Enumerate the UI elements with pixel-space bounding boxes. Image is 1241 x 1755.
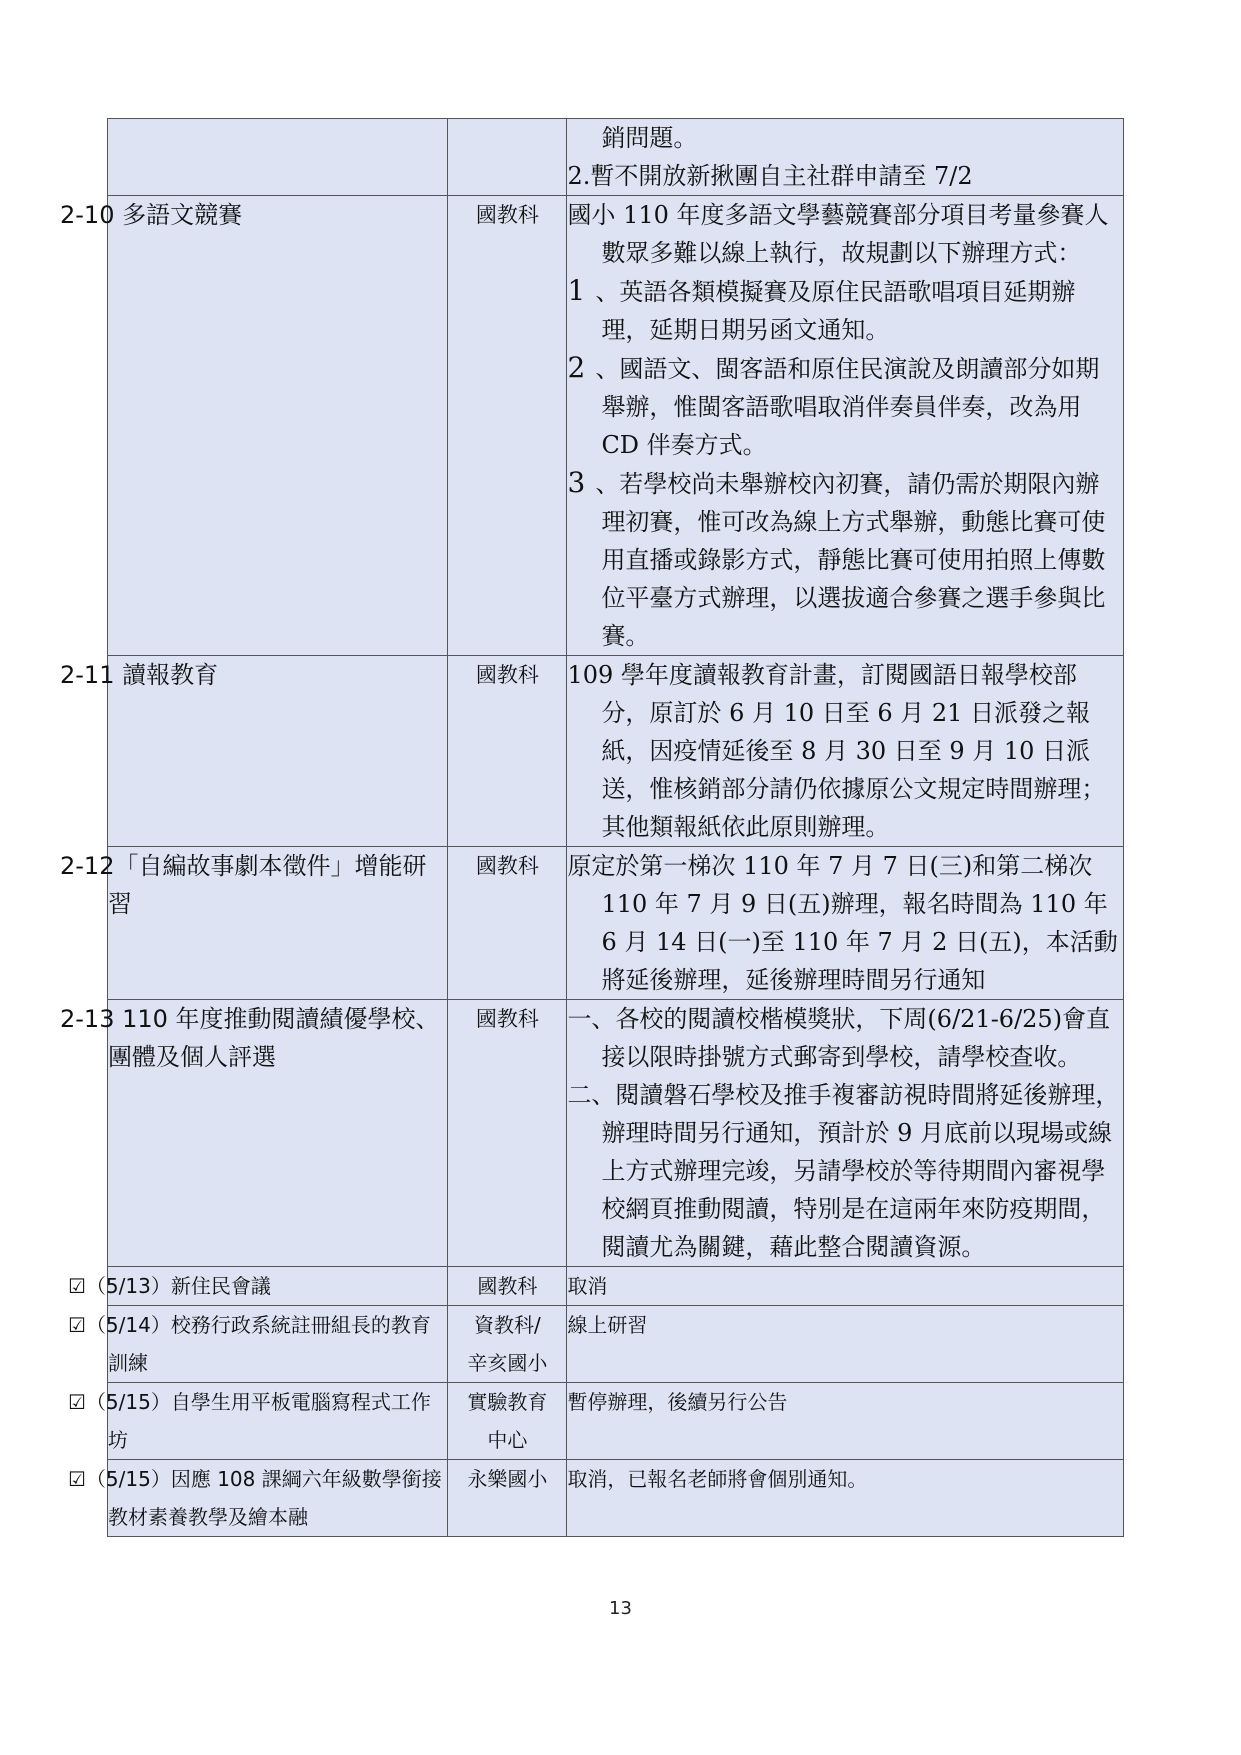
list-item: 二、閱讀磐石學校及推手複審訪視時間將延後辦理，辦理時間另行通知，預計於 9 月底前以現場或線上方式辦理完竣，另請學校於等待期間內審視學校網頁推動閱讀，特別是在這兩年來防疫期間，閱讀尤為關鍵，藉此整合閱讀資源。 xyxy=(567,1081,1120,1261)
table-row xyxy=(108,847,1124,1000)
item-title: 2-11 讀報教育 xyxy=(108,656,448,847)
list-number: 1 xyxy=(567,274,586,307)
list-text: 、國語文、閩客語和原住民演說及朗讀部分如期舉辦，惟閩客語歌唱取消伴奏員伴奏，改為用 CD 伴奏方式。 xyxy=(595,355,1100,459)
item-dept: 永樂國小 xyxy=(448,1460,567,1537)
item-title: 2-13 110 年度推動閱讀績優學校、團體及個人評選 xyxy=(108,1000,448,1267)
list-item xyxy=(567,464,1123,655)
item-description xyxy=(567,196,1124,656)
table-row xyxy=(108,1000,1124,1267)
item-title xyxy=(68,1460,448,1537)
table-row xyxy=(108,1306,1124,1383)
checkbox-icon: ☑ xyxy=(68,1390,86,1414)
table-row xyxy=(108,196,1124,656)
item-title-text: （5/14）校務行政系統註冊組長的教育訓練 xyxy=(85,1313,431,1375)
list-number: 3 xyxy=(567,466,586,499)
page-number: 13 xyxy=(609,1598,632,1619)
item-description: 取消 xyxy=(567,1267,1124,1306)
list-item xyxy=(567,272,1123,349)
item-title xyxy=(68,1267,448,1306)
checkbox-icon: ☑ xyxy=(68,1274,86,1298)
list-number: 2 xyxy=(567,351,586,384)
description-line: 2.暫不開放新揪團自主社群申請至 7/2 xyxy=(567,162,973,190)
item-description: 線上研習 xyxy=(567,1306,1124,1383)
checkbox-icon: ☑ xyxy=(68,1313,86,1337)
item-title: 2-12「自編故事劇本徵件」增能研習 xyxy=(108,847,448,1000)
item-description xyxy=(567,119,1124,196)
item-title-text: （5/15）自學生用平板電腦寫程式工作坊 xyxy=(85,1390,431,1452)
table-row xyxy=(108,1383,1124,1460)
list-text: 、英語各類模擬賽及原住民語歌唱項目延期辦理，延期日期另函文通知。 xyxy=(595,278,1076,344)
schedule-table xyxy=(60,118,1124,1537)
item-title xyxy=(68,1383,448,1460)
item-dept: 國教科 xyxy=(448,1000,567,1267)
description-text: 109 學年度讀報教育計畫，訂閱國語日報學校部分，原訂於 6 月 10 日至 6 月 21 日派發之報紙，因疫情延後至 8 月 30 日至 9 月 10 日派送，惟核銷部分請仍依據原公文規定時間辦理；其他類報紙依此原則辦理。 xyxy=(567,661,1106,841)
item-dept xyxy=(448,119,567,196)
table-row xyxy=(108,1267,1124,1306)
list-item: 一、各校的閱讀校楷模獎狀，下周(6/21-6/25)會直接以限時掛號方式郵寄到學校，請學校查收。 xyxy=(567,1005,1111,1071)
table-row xyxy=(108,1460,1124,1537)
item-description xyxy=(567,1000,1124,1267)
item-title: 2-10 多語文競賽 xyxy=(108,196,448,656)
checkbox-icon: ☑ xyxy=(68,1467,86,1491)
item-title xyxy=(68,1306,448,1383)
item-title xyxy=(108,119,448,196)
item-dept: 國教科 xyxy=(448,656,567,847)
item-dept: 國教科 xyxy=(448,1267,567,1306)
item-description xyxy=(567,656,1124,847)
table-row xyxy=(108,656,1124,847)
item-description: 暫停辦理，後續另行公告 xyxy=(567,1383,1124,1460)
list-item xyxy=(567,349,1123,464)
item-description: 取消，已報名老師將會個別通知。 xyxy=(567,1460,1124,1537)
item-title-text: （5/15）因應 108 課綱六年級數學銜接教材素養教學及繪本融 xyxy=(85,1467,442,1529)
item-description xyxy=(567,847,1124,1000)
description-line: 銷問題。 xyxy=(601,124,698,152)
item-dept: 資教科/辛亥國小 xyxy=(448,1306,567,1383)
description-text: 原定於第一梯次 110 年 7 月 7 日(三)和第二梯次 110 年 7 月 9 日(五)辦理，報名時間為 110 年 6 月 14 日(一)至 110 年 7 月 2 日(五)，本活動將延後辦理，延後辦理時間另行通知 xyxy=(567,852,1118,994)
item-dept: 國教科 xyxy=(448,196,567,656)
table-row xyxy=(108,119,1124,196)
description-intro: 國小 110 年度多語文學藝競賽部分項目考量參賽人數眾多難以線上執行，故規劃以下辦理方式： xyxy=(567,201,1109,267)
list-text: 、若學校尚未舉辦校內初賽，請仍需於期限內辦理初賽，惟可改為線上方式舉辦，動態比賽可使用直播或錄影方式，靜態比賽可使用拍照上傳數位平臺方式辦理，以選拔適合參賽之選手參與比賽。 xyxy=(595,470,1106,650)
item-dept: 實驗教育中心 xyxy=(448,1383,567,1460)
item-title-text: （5/13）新住民會議 xyxy=(85,1274,271,1298)
item-dept: 國教科 xyxy=(448,847,567,1000)
